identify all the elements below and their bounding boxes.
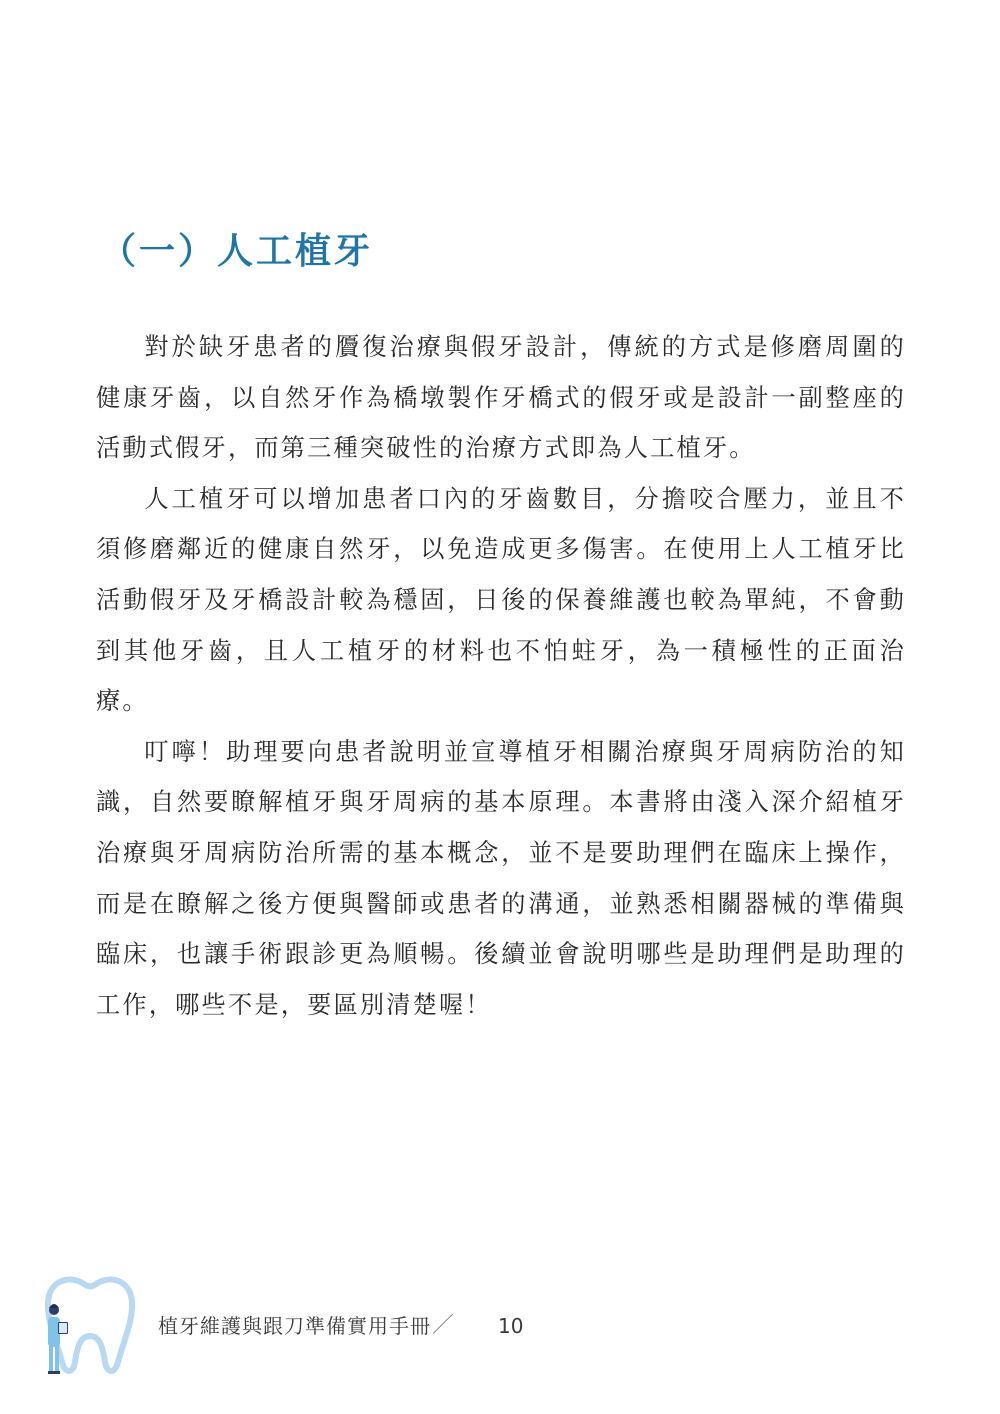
tooth-with-assistant-icon: [40, 1270, 140, 1382]
section-heading: （一）人工植牙: [100, 231, 374, 272]
page-footer: [0, 1270, 1000, 1390]
page-number: 10: [498, 1314, 524, 1338]
footer-separator: ／: [432, 1313, 455, 1338]
paragraph-2: 人工植牙可以增加患者口內的牙齒數目，分擔咬合壓力，並且不須修磨鄰近的健康自然牙，以免造成更多傷害。在使用上人工植牙比活動假牙及牙橋設計較為穩固，日後的保養維護也較為單純，不會動到其他牙齒，且人工植牙的材料也不怕蛀牙，為一積極性的正面治療。: [96, 484, 906, 716]
footer-book-title: 植牙維護與跟刀準備實用手冊: [158, 1314, 431, 1338]
paragraph-3: 叮嚀！助理要向患者說明並宣導植牙相關治療與牙周病防治的知識，自然要瞭解植牙與牙周病的基本原理。本書將由淺入深介紹植牙治療與牙周病防治所需的基本概念，並不是要助理們在臨床上操作，而是在瞭解之後方便與醫師或患者的溝通，並熟悉相關器械的準備與臨床，也讓手術跟診更為順暢。後續並會說明哪些是助理們是助理的工作，哪些不是，要區別清楚喔！: [96, 737, 906, 1019]
paragraph-1: 對於缺牙患者的贗復治療與假牙設計，傳統的方式是修磨周圍的健康牙齒，以自然牙作為橋墩製作牙橋式的假牙或是設計一副整座的活動式假牙，而第三種突破性的治療方式即為人工植牙。: [96, 333, 906, 463]
body-text: [96, 322, 906, 1030]
